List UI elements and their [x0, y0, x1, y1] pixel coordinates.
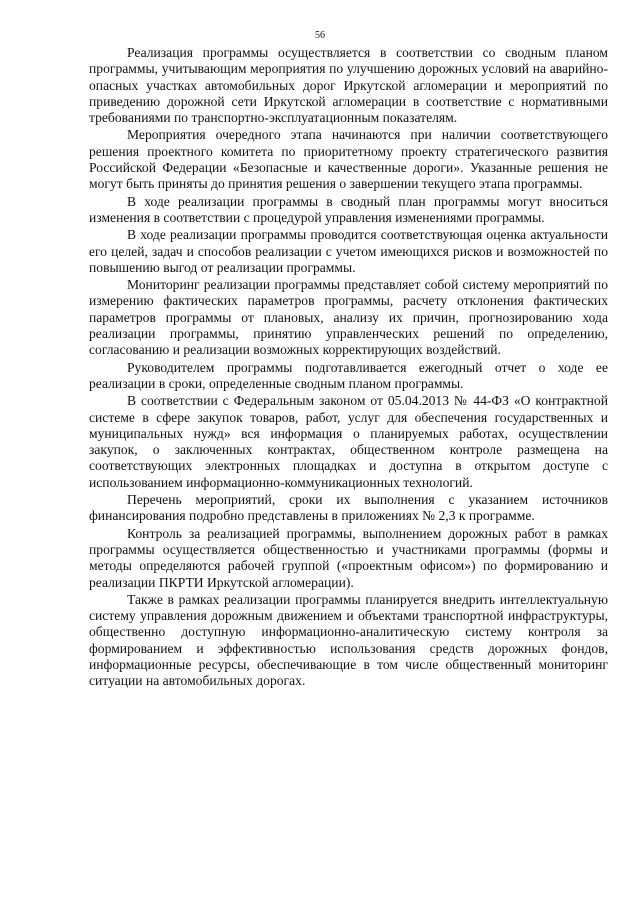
- paragraph-3: В ходе реализации программы в сводный план программы могут вноситься изменения в соответствии с процедурой управления изменениями программы.: [89, 193, 608, 225]
- paragraph-10: Также в рамках реализации программы планируется внедрить интеллектуальную систему управления дорожным движением и объектами транспортной инфраструктуры, общественно доступную информационно-аналитическую систему контроля за формированием и эффективностью использования средств дорожных фондов, информационные ресурсы, обеспечивающие в том числе общественный мониторинг ситуации на автомобильных дорогах.: [89, 591, 608, 689]
- paragraph-6: Руководителем программы подготавливается ежегодный отчет о ходе ее реализации в сроки, определенные сводным планом программы.: [89, 359, 608, 391]
- paragraph-9: Контроль за реализацией программы, выполнением дорожных работ в рамках программы осуществляется общественностью и участниками программы (формы и методы определяются рабочей группой («проектным офисом») по формированию и реализации ПКРТИ Иркутской агломерации).: [89, 525, 608, 590]
- paragraph-1: Реализация программы осуществляется в соответствии со сводным планом программы, учитывающим мероприятия по улучшению дорожных условий на аварийно-опасных участках автомобильных дорог Иркутской агломерации и мероприятий по приведению дорожной сети Иркутской агломерации в соответствие с нормативными требованиями по транспортно-эксплуатационным показателям.: [89, 45, 608, 126]
- paragraph-4: В ходе реализации программы проводится соответствующая оценка актуальности его целей, задач и способов реализации с учетом имеющихся рисков и возможностей по повышению выгод от реализации программы.: [89, 227, 608, 275]
- paragraph-5: Мониторинг реализации программы представляет собой систему мероприятий по измерению фактических параметров программы, расчету отклонения фактических параметров программы от плановых, анализу их причин, прогнозированию хода реализации программы, принятию управленческих решений по определению, согласованию и реализации возможных корректирующих воздействий.: [89, 277, 608, 358]
- paragraph-2: Мероприятия очередного этапа начинаются при наличии соответствующего решения проектного комитета по приоритетному проекту стратегического развития Российской Федерации «Безопасные и качественные дороги». Указанные решения не могут быть приняты до принятия решения о завершении текущего этапа программы.: [89, 127, 608, 192]
- document-body: [89, 45, 608, 690]
- paragraph-8: Перечень мероприятий, сроки их выполнения с указанием источников финансирования подробно представлены в приложениях № 2,3 к программе.: [89, 492, 608, 524]
- paragraph-7: В соответствии с Федеральным законом от 05.04.2013 № 44-ФЗ «О контрактной системе в сфере закупок товаров, работ, услуг для обеспечения государственных и муниципальных нужд» вся информация о планируемых работах, осуществлении закупок, о заключенных контрактах, общественном контроле размещена на соответствующих электронных площадках и доступна в открытом доступе с использованием информационно-коммуникационных технологий.: [89, 393, 608, 490]
- page-number: 56: [315, 30, 325, 41]
